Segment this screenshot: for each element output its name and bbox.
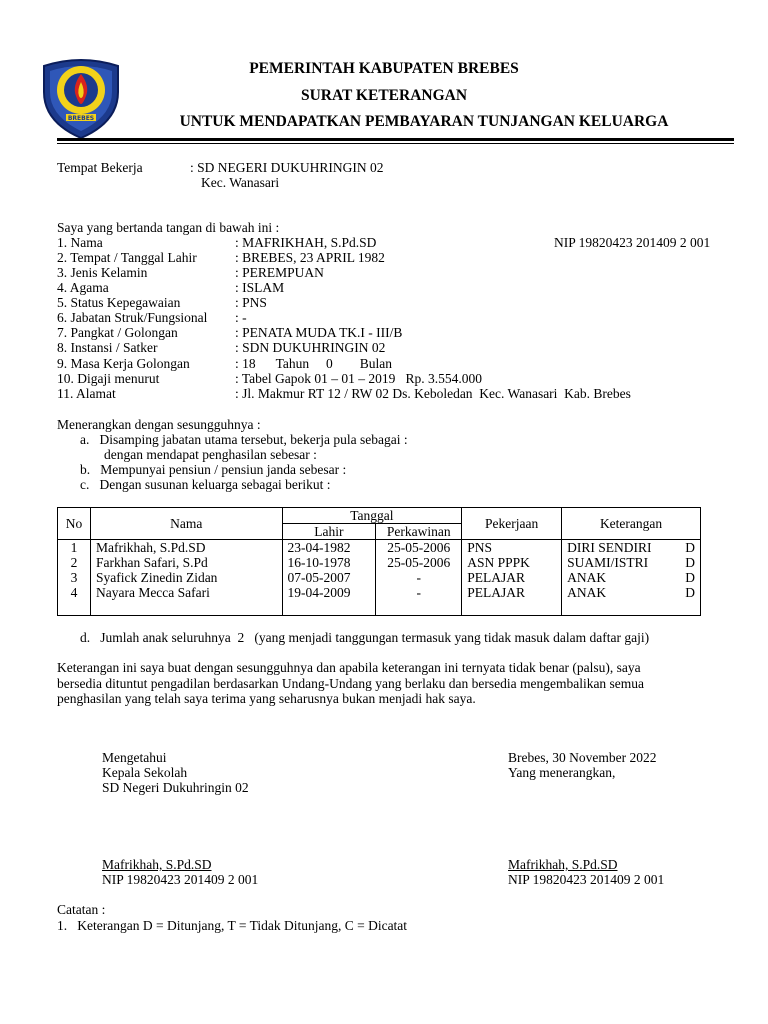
keterangan-code: D	[685, 570, 695, 585]
cell-nama: Mafrikhah, S.Pd.SD	[90, 540, 282, 556]
header-government: PEMERINTAH KABUPATEN BREBES	[249, 60, 519, 77]
intro-text: Saya yang bertanda tangan di bawah ini :	[57, 220, 280, 235]
workplace-label: Tempat Bekerja	[57, 160, 143, 175]
item-a-income: dengan mendapat penghasilan sebesar :	[104, 447, 317, 462]
cell-perkawinan: 25-05-2006	[376, 555, 462, 570]
cell-pekerjaan: ASN PPPK	[462, 555, 562, 570]
field-label: 4. Agama	[57, 280, 109, 295]
sign-right-nip: NIP 19820423 201409 2 001	[508, 872, 665, 887]
field-label: 8. Instansi / Satker	[57, 340, 158, 355]
cell-lahir: 07-05-2007	[282, 570, 376, 585]
item-d: d. Jumlah anak seluruhnya 2 (yang menjadi tanggungan termasuk yang tidak masuk dalam daftar gaji)	[80, 630, 650, 645]
table-row	[58, 585, 701, 616]
table-row	[58, 540, 701, 556]
field-value: : Tabel Gapok 01 – 01 – 2019 Rp. 3.554.000	[235, 371, 483, 386]
cell-nama: Farkhan Safari, S.Pd	[90, 555, 282, 570]
sign-left-school: SD Negeri Dukuhringin 02	[102, 780, 249, 795]
field-label: 1. Nama	[57, 235, 103, 250]
header-purpose: UNTUK MENDAPATKAN PEMBAYARAN TUNJANGAN KELUARGA	[179, 113, 669, 130]
col-header-perkawinan: Perkawinan	[376, 524, 462, 540]
catatan-title: Catatan :	[57, 902, 106, 917]
sign-left-title: Kepala Sekolah	[102, 765, 188, 780]
cell-no: 4	[58, 585, 91, 616]
field-label: 6. Jabatan Struk/Fungsional	[57, 310, 208, 325]
statement-line: bersedia dituntut pengadilan berdasarkan Undang-Undang yang berlaku dan bersedia mengembalikan semua	[57, 676, 645, 691]
cell-no: 1	[58, 540, 91, 556]
field-label: 3. Jenis Kelamin	[57, 265, 148, 280]
keterangan-code: D	[685, 585, 695, 600]
header-letter-type: SURAT KETERANGAN	[300, 87, 468, 104]
nip-top: NIP 19820423 201409 2 001	[554, 235, 711, 250]
sign-right-date: Brebes, 30 November 2022	[508, 750, 657, 765]
col-header-keterangan: Keterangan	[562, 508, 701, 540]
catatan-item: 1. Keterangan D = Ditunjang, T = Tidak Ditunjang, C = Dicatat	[57, 918, 408, 933]
sign-left-mengetahui: Mengetahui	[102, 750, 167, 765]
statement-line: Keterangan ini saya buat dengan sesungguhnya dan apabila keterangan ini ternyata tidak benar (palsu), saya	[57, 660, 641, 675]
field-label: 2. Tempat / Tanggal Lahir	[57, 250, 197, 265]
col-header-pekerjaan: Pekerjaan	[462, 508, 562, 540]
field-value: : BREBES, 23 APRIL 1982	[235, 250, 385, 265]
statement-line: penghasilan yang telah saya terima yang seharusnya bukan menjadi hak saya.	[57, 691, 476, 706]
family-table	[57, 507, 701, 616]
field-value: : SDN DUKUHRINGIN 02	[235, 340, 386, 355]
sign-left-name: Mafrikhah, S.Pd.SD	[102, 857, 212, 872]
col-header-tanggal: Tanggal	[282, 508, 462, 524]
keterangan-code: D	[685, 540, 695, 555]
table-row	[58, 570, 701, 585]
field-value: : MAFRIKHAH, S.Pd.SD	[235, 235, 377, 250]
cell-no: 3	[58, 570, 91, 585]
cell-nama: Syafick Zinedin Zidan	[90, 570, 282, 585]
cell-keterangan	[562, 555, 701, 570]
keterangan-text: SUAMI/ISTRI	[567, 555, 649, 570]
keterangan-code: D	[685, 555, 695, 570]
item-b: b. Mempunyai pensiun / pensiun janda sebesar :	[80, 462, 347, 477]
keterangan-text: ANAK	[567, 570, 607, 585]
cell-perkawinan: 25-05-2006	[376, 540, 462, 556]
field-label: 9. Masa Kerja Golongan	[57, 356, 190, 371]
item-a: a. Disamping jabatan utama tersebut, bekerja pula sebagai :	[80, 432, 408, 447]
workplace-subdistrict: Kec. Wanasari	[201, 175, 280, 190]
cell-lahir: 16-10-1978	[282, 555, 376, 570]
cell-keterangan	[562, 540, 701, 556]
cell-no: 2	[58, 555, 91, 570]
emblem-text: BREBES	[67, 115, 95, 122]
header-rule-thin	[57, 143, 734, 144]
field-value: : PENATA MUDA TK.I - III/B	[235, 325, 403, 340]
field-value: : PEREMPUAN	[235, 265, 324, 280]
cell-nama: Nayara Mecca Safari	[90, 585, 282, 616]
sign-right-title: Yang menerangkan,	[508, 765, 616, 780]
cell-lahir: 23-04-1982	[282, 540, 376, 556]
sign-left-nip: NIP 19820423 201409 2 001	[102, 872, 259, 887]
workplace-value: : SD NEGERI DUKUHRINGIN 02	[190, 160, 384, 175]
cell-lahir: 19-04-2009	[282, 585, 376, 616]
header-rule-thick	[57, 138, 734, 141]
item-c: c. Dengan susunan keluarga sebagai berikut :	[80, 477, 331, 492]
field-value: : 18 Tahun 0 Bulan	[235, 356, 393, 371]
sign-right-name: Mafrikhah, S.Pd.SD	[508, 857, 618, 872]
cell-perkawinan: -	[376, 570, 462, 585]
keterangan-text: ANAK	[567, 585, 607, 600]
field-label: 7. Pangkat / Golongan	[57, 325, 178, 340]
col-header-no: No	[58, 508, 91, 540]
field-value: : ISLAM	[235, 280, 285, 295]
cell-pekerjaan: PELAJAR	[462, 570, 562, 585]
col-header-lahir: Lahir	[282, 524, 376, 540]
table-row	[58, 555, 701, 570]
cell-perkawinan: -	[376, 585, 462, 616]
keterangan-text: DIRI SENDIRI	[567, 540, 652, 555]
cell-pekerjaan: PNS	[462, 540, 562, 556]
cell-keterangan	[562, 570, 701, 585]
field-label: 11. Alamat	[57, 386, 116, 401]
cell-pekerjaan: PELAJAR	[462, 585, 562, 616]
field-label: 5. Status Kepegawaian	[57, 295, 181, 310]
cell-keterangan	[562, 585, 701, 616]
field-value: : Jl. Makmur RT 12 / RW 02 Ds. Keboledan Kec. Wanasari Kab. Brebes	[235, 386, 631, 401]
field-label: 10. Digaji menurut	[57, 371, 160, 386]
field-value: : -	[235, 310, 247, 325]
menerangkan-text: Menerangkan dengan sesungguhnya :	[57, 417, 261, 432]
col-header-nama: Nama	[90, 508, 282, 540]
field-value: : PNS	[235, 295, 267, 310]
